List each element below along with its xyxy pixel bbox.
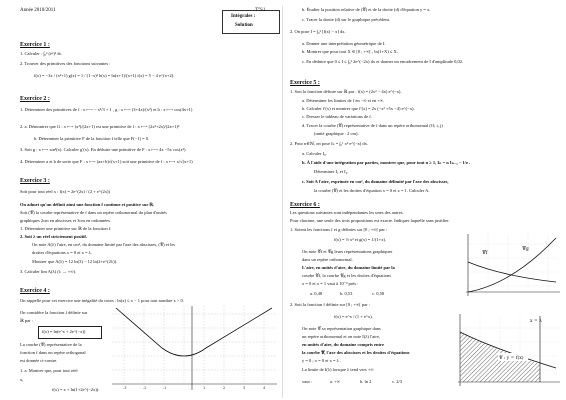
- cf-label: 𝒞f: [482, 250, 488, 256]
- ex4-q2a: a. Donner une interprétation géométrique de I.: [302, 41, 386, 46]
- title-box: [222, 10, 280, 34]
- ex4-q2b: b. Montrer que pour tout X ∈ [0 ; +∞[ , ln(1+X) ≤ X.: [302, 49, 398, 54]
- ex6-answer-a: a. +∞: [330, 379, 340, 384]
- ex3-line-2: On admet qu'un définit ainsi une fonction f continue et positive sur ℝ.: [20, 202, 155, 207]
- ex6-line-12: On note 𝒞 sa représentation graphique dans: [302, 326, 381, 331]
- class-label: T°S1: [255, 8, 266, 13]
- exercise-5-title: Exercice 5 :: [290, 80, 320, 86]
- exercise-2-title: Exercice 2 :: [20, 96, 50, 102]
- ex4-line-7: 1. a. Montrer que, pour tout réel: [20, 368, 78, 373]
- ex3-line-9: Montrer que A(λ) = 12 ln(3) − 12 ln(2+e^(2λ)).: [32, 259, 118, 264]
- ex6-line-15: la courbe 𝒞, l'axe des abscisses et les droites d'équations: [302, 350, 410, 355]
- ex6-line-16: y = 0 ; x = 0 et x = λ .: [302, 358, 342, 363]
- ex6-choice-b: b. 0,53: [340, 291, 353, 296]
- ex3-line-5: 1. Déterminer une primitive sur ℝ de la fonction f.: [20, 226, 112, 231]
- ex3-line-3: Soit (𝒞) la courbe représentative de f dans un repère orthonormal du plan d'unités: [20, 210, 167, 215]
- title-line-2: Solution: [235, 23, 253, 28]
- ex3-line-1: Soit pour tout réel x : f(x) = 2e^(2x) / (2 + e^(2x)): [20, 189, 111, 194]
- ex6-line-17: La limite de I(λ) lorsque λ tend vers +∞: [302, 367, 374, 372]
- svg-text:-3: -3: [123, 386, 127, 390]
- ex1-line-3: f(x) = −3x / (x²+1) g(x) = 1 / (1−x)² h(x) = ln(x+1)/(x+1) i(x) = 5 − 4 e^(x+2).: [34, 73, 175, 78]
- ex5-line-8: a. Calculer I₀.: [302, 151, 327, 156]
- ex6-answer-b: b. ln 2: [360, 379, 372, 384]
- ex4-line-6: est donnée ci-contre.: [20, 358, 58, 363]
- ex6-line-11: f(x) = e^x / (1 + e^x).: [334, 314, 373, 319]
- ex6-line-3: 1. Soient les fonctions f et g définies sur [0 ; +∞[ par :: [290, 227, 388, 232]
- c-curve-label: 𝒞 : y = f(x): [499, 356, 524, 361]
- ex2-line-4: 3. Soit g : x ⟼ sin³(x). Calculer g′(x). En déduire une primitive de F : x ⟼ 4x −5x cos(x²): [20, 147, 186, 152]
- ex5-line-5: d. Tracer la courbe (𝒞) représentative de f dans un repère orthonormal (O; i, j): [302, 123, 443, 128]
- ex4-line-8: x,: [20, 377, 24, 382]
- ex6-line-13: un repère orthonormal et on note I(λ) l'aire,: [302, 334, 380, 339]
- exercise-1-title: Exercice 1 :: [20, 42, 50, 48]
- ex4-formula-box: [38, 326, 102, 339]
- ex6-answer-c: c. 2/3: [392, 379, 402, 384]
- exercise-3-title: Exercice 3 :: [20, 178, 50, 184]
- svg-text:1: 1: [203, 386, 206, 390]
- ex2-line-3: b. Déterminer la primitive F de la fonction f telle que F(−1) = 0.: [34, 136, 150, 141]
- ex2-line-5: 4. Déterminer a et b de sorte que F : x ⟼ (ax+b)√(x+1) soit une primitive de f : x ⟼ x/√(x+1): [20, 159, 193, 164]
- ex4-q2c: c. En déduire que 0 ≤ I ≤ ∫₀³ 2e^(−2x) dx et donner un encadrement de I d'amplitude 0,02.: [302, 59, 464, 64]
- svg-text:-2: -2: [143, 386, 147, 390]
- ex6-choice-a: a. 0,48: [310, 291, 323, 296]
- ex5-line-7: 2. Pour n∈ℕ, on pose Iₙ = ∫₀¹ xⁿ e^(−x) dx.: [290, 141, 369, 146]
- ex6-line-1: Les questions suivantes sont indépendantes les unes des autres.: [290, 210, 404, 215]
- cg-label: 𝒞g: [522, 246, 529, 252]
- svg-text:2: 2: [223, 386, 226, 390]
- ex5-line-10: Déterminer I₁ et I₂.: [314, 169, 349, 174]
- ex4-line-1: On rappelle pour cet exercice une inégalité du cours : ln(x) ≤ x − 1 pour tout nombre x > 0.: [20, 298, 184, 303]
- ex3-line-7: On note A(λ) l'aire, en cm², du domaine limité par l'axe des abscisses, (𝒞) et les: [32, 242, 176, 247]
- ex4-line-4: La courbe (𝒞) représentative de la: [20, 342, 82, 347]
- column-divider: [282, 6, 283, 398]
- ex5-line-3: b. Calculer f′(x) et montrer que f′(x) = 2x (−x² +5x −4) e^(−x).: [302, 106, 415, 111]
- ex3-line-10: 3. Calculer lim A(λ) (λ → +∞).: [20, 269, 77, 274]
- ex5-line-2: a. Déterminer les limites de f en −∞ et en +∞.: [302, 98, 385, 103]
- ex6-line-7: L'aire, en unités d'aire, du domaine limité par la: [302, 265, 395, 270]
- ex4-q1b: b. Étudier la position relative de (𝒞) et de la droite (d) d'équation y = x.: [302, 7, 431, 12]
- ex3-line-8: droites d'équations x = 0 et x = λ.: [32, 250, 92, 255]
- svg-text:4: 4: [263, 386, 266, 390]
- ex4-line-2: On considère la fonction f définie sur: [20, 310, 88, 315]
- ex6-line-2: Pour chacune, une seule des trois propositions est exacte. Indiquer laquelle sans justifier.: [290, 218, 450, 223]
- ex6-line-18: vaut :: [302, 379, 313, 384]
- ex3-line-6: 2. Soit λ un réel strictement positif.: [20, 234, 87, 239]
- ex4-q1c: c. Tracer la droite (d) sur le graphique précédent.: [302, 17, 390, 22]
- ex6-choice-c: c. 0,58: [372, 291, 385, 296]
- ex5-line-4: c. Dresser le tableau de variations de f.: [302, 114, 372, 119]
- ex5-line-9: b. À l'aide d'une intégration par parties, montrer que, pour tout n ≥ 1, Iₙ = n Iₙ₋₁ − 1/e .: [302, 160, 471, 165]
- ex5-line-1: 1. Soit la fonction définie sur ℝ par : f(x) = (2x² − 4x) e^(−x).: [290, 89, 402, 94]
- ex2-line-1: 1. Déterminer des primitives de f : x ⟼ − x²/3 + 1 , g : x ⟼ (3+4x)/(x²) et h : x ⟼ cos(4x+1): [20, 107, 193, 112]
- ex4-q2: 2. On pose I = ∫₀³ [f(x) − x] dx.: [290, 29, 346, 34]
- ex3-line-4: graphiques 2cm en abscisses et 3cm en ordonnées.: [20, 218, 111, 223]
- ex1-line-2: 2. Trouver des primitives des fonctions suivantes :: [20, 61, 111, 66]
- svg-text:3: 3: [243, 386, 246, 390]
- ex4-formula: f(x) = ln(e^x + 2e^(−x)): [42, 329, 86, 334]
- svg-text:-1: -1: [163, 386, 167, 390]
- ex1-line-1: 1. Calculer : ∫₀³ (eˣ)² dt.: [20, 51, 62, 56]
- ex4-curve-graph: [112, 306, 277, 390]
- ex6-line-14: en unités d'aire, du domaine compris entre: [302, 342, 384, 347]
- ex4-line-3: ℝ par :: [20, 318, 33, 323]
- ex2-line-2: 2. a. Démontrer que G : x ⟼ (x²)/(2x+1) est une primitive de f : x ⟼ (2x²+2x)/(2x+1)²: [20, 124, 180, 129]
- ex5-line-6: (unité graphique : 2 cm).: [314, 131, 359, 136]
- ex6-line-9: x = 0 et x = 1 vaut à 10⁻² près :: [302, 281, 359, 286]
- ex5-line-12: la courbe (𝒞) et les droites d'équation x = 0 et x = 1. Calculer A.: [314, 188, 430, 193]
- ex6-line-10: 2. Soit la fonction f définie sur [0 ; +∞[ par :: [290, 302, 370, 307]
- exercise-4-title: Exercice 4 :: [20, 288, 50, 294]
- school-year: Année 2010/2011: [20, 8, 56, 13]
- ex4-line-5: fonction f dans un repère orthogonal: [20, 350, 86, 355]
- ex4-line-9: f(x) = x + ln(1+2e^(−2x)).: [52, 387, 100, 392]
- ex6-line-8: courbe 𝒞f, la courbe 𝒞g et les droites d'équations: [302, 273, 391, 278]
- ex6-line-6: dans un repère orthonormal.: [302, 257, 353, 262]
- ex5-line-11: c. Soit A l'aire, exprimée en cm², du domaine délimité par l'axe des abscisses,: [302, 179, 449, 184]
- x-lambda-label: x = λ: [530, 319, 543, 324]
- ex6-graph-1: [462, 232, 560, 298]
- ex6-graph-2: [452, 312, 560, 388]
- ex6-line-4: f(x) = ½ x² et g(x) = 1/(1+x).: [334, 237, 387, 242]
- title-line-1: Intégrales :: [231, 14, 256, 19]
- ex6-line-5: On note 𝒞f et 𝒞g leurs représentations graphiques: [302, 249, 393, 254]
- exercise-6-title: Exercice 6 :: [290, 202, 320, 208]
